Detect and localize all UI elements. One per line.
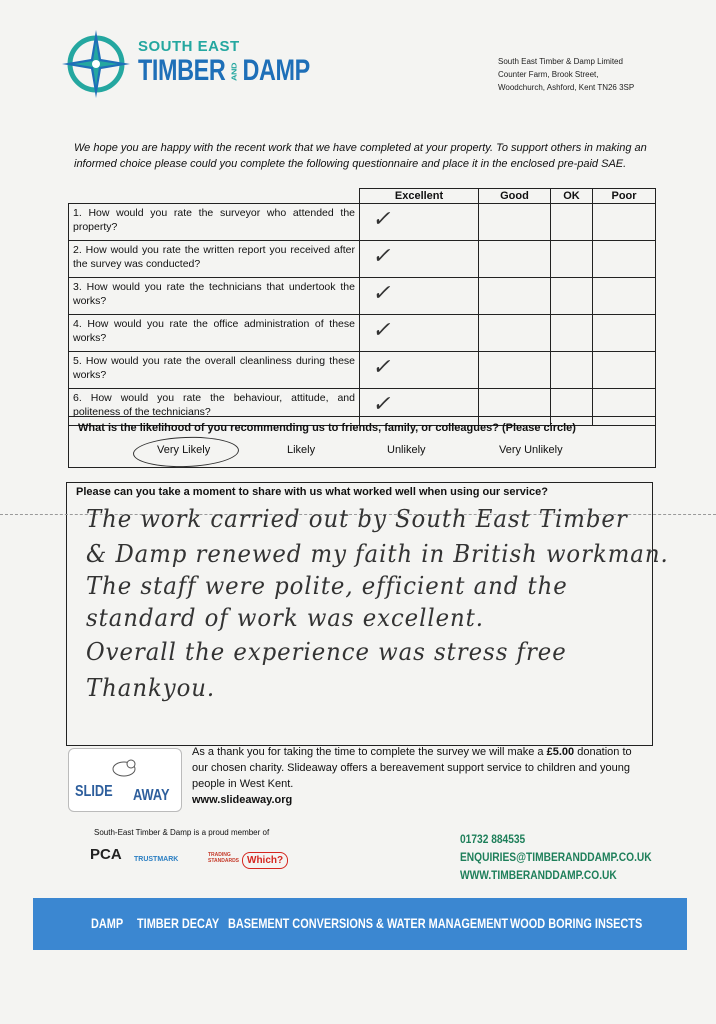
handwritten-line: Overall the experience was stress free: [86, 638, 567, 666]
answer-ok-cell[interactable]: [550, 315, 592, 352]
handwritten-line: The work carried out by South East Timber: [86, 505, 628, 533]
check-mark-icon: ✓: [372, 318, 391, 343]
rating-table: [68, 188, 656, 426]
answer-ok-cell[interactable]: [550, 278, 592, 315]
services-bar: [33, 898, 687, 950]
answer-excellent-cell[interactable]: [360, 315, 479, 352]
col-poor: Poor: [593, 189, 656, 204]
answer-poor-cell[interactable]: [593, 315, 656, 352]
intro-text: We hope you are happy with the recent work that we have completed at your property. To support others in making an informed choice please could you complete the following questionnaire and place it in the enclosed pre-paid SAE.: [74, 142, 647, 170]
question-text: 1. How would you rate the surveyor who attended the property?: [69, 204, 360, 241]
question-text: 5. How would you rate the overall cleanliness during these works?: [69, 352, 360, 389]
question-text: 3. How would you rate the technicians that undertook the works?: [69, 278, 360, 315]
answer-poor-cell[interactable]: [593, 278, 656, 315]
handwritten-line: standard of work was excellent.: [86, 604, 484, 632]
question-text: 4. How would you rate the office administration of these works?: [69, 315, 360, 352]
charity-link[interactable]: www.slideaway.org: [192, 794, 293, 806]
service-wood-boring: WOOD BORING INSECTS: [510, 915, 643, 931]
answer-ok-cell[interactable]: [550, 352, 592, 389]
answer-good-cell[interactable]: [479, 315, 551, 352]
col-excellent: Excellent: [360, 189, 479, 204]
option-very-unlikely[interactable]: Very Unlikely: [499, 444, 563, 456]
membership-label: South-East Timber & Damp is a proud member of: [94, 828, 270, 837]
question-text: 6. How would you rate the behaviour, attitude, and politeness of the technicians?: [69, 389, 360, 426]
check-mark-icon: ✓: [372, 355, 391, 380]
handwritten-signoff: Thankyou.: [86, 674, 216, 702]
answer-excellent-cell[interactable]: [360, 352, 479, 389]
rating-header-row: [69, 189, 656, 204]
option-very-likely[interactable]: Very Likely: [157, 444, 211, 456]
charity-text: As a thank you for taking the time to complete the survey we will make a £5.00 donation to our chosen charity. Slideaway offers a bereavement support service to children and young people in West Kent. www.slideaway.org: [192, 746, 632, 806]
table-row: [69, 204, 656, 241]
trading-standards-badge: TRADING STANDARDS: [208, 852, 240, 864]
likelihood-question: What is the likelihood of you recommending us to friends, family, or colleagues? (Please circle): [78, 422, 576, 434]
contact-phone[interactable]: 01732 884535: [460, 832, 526, 846]
table-row: [69, 315, 656, 352]
service-damp: DAMP: [91, 915, 124, 931]
check-mark-icon: ✓: [372, 244, 391, 269]
answer-good-cell[interactable]: [479, 241, 551, 278]
trustmark-badge: TRUSTMARK: [134, 856, 179, 863]
answer-excellent-cell[interactable]: [360, 204, 479, 241]
check-mark-icon: ✓: [372, 392, 391, 417]
check-mark-icon: ✓: [372, 207, 391, 232]
answer-excellent-cell[interactable]: [360, 241, 479, 278]
service-timber-decay: TIMBER DECAY: [137, 915, 220, 931]
handwritten-line: & Damp renewed my faith in British workman.: [86, 540, 669, 568]
answer-good-cell[interactable]: [479, 204, 551, 241]
check-mark-icon: ✓: [372, 281, 391, 306]
which-badge: Which?: [242, 852, 288, 869]
question-text: 2. How would you rate the written report you received after the survey was conducted?: [69, 241, 360, 278]
contact-email[interactable]: ENQUIRIES@TIMBERANDDAMP.CO.UK: [460, 850, 652, 864]
company-address: South East Timber & Damp Limited Counter Farm, Brook Street, Woodchurch, Ashford, Kent TN26 3SP: [498, 57, 635, 92]
table-row: [69, 241, 656, 278]
slideaway-logo: SLIDE AWAY: [68, 748, 182, 812]
table-row: [69, 352, 656, 389]
handwritten-line: The staff were polite, efficient and the: [86, 572, 568, 600]
answer-excellent-cell[interactable]: [360, 278, 479, 315]
compass-logo-icon: [60, 28, 132, 100]
brand-name: TIMBER AND DAMP: [138, 54, 310, 87]
bird-icon: [109, 755, 139, 779]
service-basement: BASEMENT CONVERSIONS & WATER MANAGEMENT: [228, 915, 509, 931]
pca-badge: PCA: [90, 846, 122, 863]
col-ok: OK: [550, 189, 592, 204]
answer-good-cell[interactable]: [479, 352, 551, 389]
option-unlikely[interactable]: Unlikely: [387, 444, 426, 456]
contact-website[interactable]: WWW.TIMBERANDDAMP.CO.UK: [460, 868, 617, 882]
brand-tagline: SOUTH EAST: [138, 38, 240, 55]
feedback-question: Please can you take a moment to share with us what worked well when using our service?: [76, 486, 548, 498]
answer-good-cell[interactable]: [479, 278, 551, 315]
answer-ok-cell[interactable]: [550, 241, 592, 278]
table-row: [69, 278, 656, 315]
answer-poor-cell[interactable]: [593, 241, 656, 278]
answer-poor-cell[interactable]: [593, 204, 656, 241]
answer-poor-cell[interactable]: [593, 352, 656, 389]
answer-ok-cell[interactable]: [550, 204, 592, 241]
col-good: Good: [479, 189, 551, 204]
option-likely[interactable]: Likely: [287, 444, 316, 456]
